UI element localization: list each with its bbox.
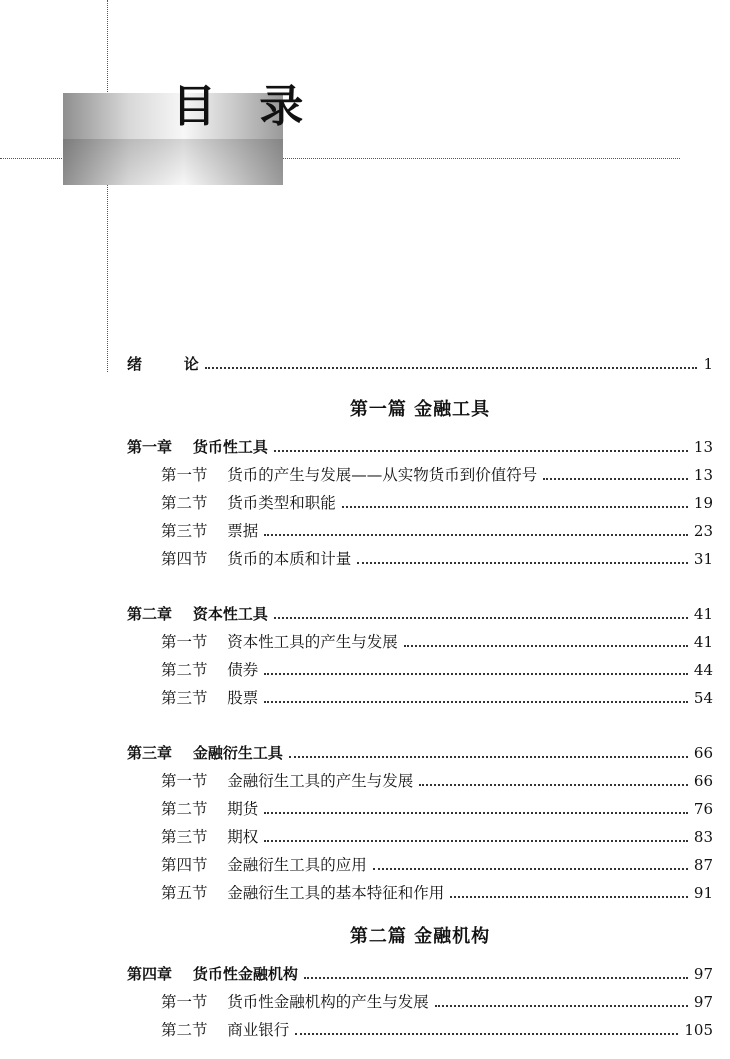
toc-entry-section[interactable]: [161, 854, 713, 876]
toc-entry-page: 97: [693, 965, 713, 983]
toc-entry-page: 19: [693, 494, 713, 512]
toc-entry-label: 第四节 金融衍生工具的应用: [161, 856, 367, 874]
dot-leader: [295, 1033, 678, 1035]
toc-entry-chapter[interactable]: [127, 963, 713, 985]
toc-entry-label: 第二节 期货: [161, 800, 259, 818]
toc-entry-page: 54: [693, 689, 713, 707]
dot-leader: [450, 896, 688, 898]
toc-entry-label: 第四章 货币性金融机构: [127, 965, 298, 983]
dot-leader: [342, 506, 688, 508]
toc-entry-page: 97: [693, 993, 713, 1011]
toc-entry-intro[interactable]: [127, 353, 713, 375]
dot-leader: [435, 1005, 688, 1007]
dot-leader: [543, 478, 688, 480]
vertical-guide-line: [107, 0, 108, 372]
dot-leader: [404, 645, 688, 647]
toc-entry-chapter[interactable]: [127, 603, 713, 625]
toc-entry-page: 23: [693, 522, 713, 540]
toc-entry-page: 1: [703, 355, 713, 373]
toc-entry-page: 66: [693, 772, 713, 790]
toc-entry-label: 第一节 资本性工具的产生与发展: [161, 633, 398, 651]
toc-entry-page: 87: [693, 856, 713, 874]
toc-entry-page: 41: [693, 605, 713, 623]
toc-entry-page: 83: [693, 828, 713, 846]
toc-entry-label: 第二节 商业银行: [161, 1021, 290, 1039]
toc-entry-label: 第三章 金融衍生工具: [127, 744, 283, 762]
dot-leader: [373, 868, 688, 870]
dot-leader: [274, 450, 688, 452]
toc-entry-section[interactable]: [161, 631, 713, 653]
toc-entry-page: 76: [693, 800, 713, 818]
toc-entry-section[interactable]: [161, 1019, 713, 1041]
toc-entry-section[interactable]: [161, 659, 713, 681]
dot-leader: [264, 534, 688, 536]
toc-entry-label: 第二章 资本性工具: [127, 605, 268, 623]
toc-entry-label: 第五节 金融衍生工具的基本特征和作用: [161, 884, 445, 902]
toc-entry-label: 第四节 货币的本质和计量: [161, 550, 352, 568]
toc-entry-page: 41: [693, 633, 713, 651]
dot-leader: [205, 367, 698, 369]
toc-entry-label: 第三节 期权: [161, 828, 259, 846]
toc-entry-page: 66: [693, 744, 713, 762]
toc-entry-section[interactable]: [161, 464, 713, 486]
toc-entry-label: 第三节 股票: [161, 689, 259, 707]
toc-entry-label: 绪 论: [127, 355, 199, 373]
part-heading: 第一篇 金融工具: [349, 399, 491, 420]
toc-entry-section[interactable]: [161, 492, 713, 514]
toc-entry-label: 第二节 债券: [161, 661, 259, 679]
toc-entry-section[interactable]: [161, 548, 713, 570]
toc-entry-page: 13: [693, 466, 713, 484]
dot-leader: [264, 840, 688, 842]
dot-leader: [264, 701, 688, 703]
toc-entry-label: 第一节 金融衍生工具的产生与发展: [161, 772, 414, 790]
toc-entry-page: 13: [693, 438, 713, 456]
toc-entry-section[interactable]: [161, 687, 713, 709]
toc-entry-chapter[interactable]: [127, 742, 713, 764]
toc-entry-chapter[interactable]: [127, 436, 713, 458]
toc-entry-section[interactable]: [161, 882, 713, 904]
dot-leader: [419, 784, 688, 786]
part-heading: 第二篇 金融机构: [349, 926, 491, 947]
dot-leader: [264, 673, 688, 675]
toc-entry-label: 第一章 货币性工具: [127, 438, 268, 456]
toc-entry-page: 105: [684, 1021, 713, 1039]
dot-leader: [304, 977, 688, 979]
toc-entry-page: 44: [693, 661, 713, 679]
dot-leader: [274, 617, 688, 619]
dot-leader: [264, 812, 688, 814]
toc-entry-label: 第三节 票据: [161, 522, 259, 540]
toc-entry-section[interactable]: [161, 826, 713, 848]
dot-leader: [289, 756, 688, 758]
toc-entry-page: 31: [693, 550, 713, 568]
toc-entry-page: 91: [693, 884, 713, 902]
toc-entry-section[interactable]: [161, 798, 713, 820]
dot-leader: [357, 562, 688, 564]
toc-entry-label: 第一节 货币性金融机构的产生与发展: [161, 993, 429, 1011]
toc-entry-label: 第二节 货币类型和职能: [161, 494, 336, 512]
toc-entry-section[interactable]: [161, 520, 713, 542]
toc-entry-label: 第一节 货币的产生与发展——从实物货币到价值符号: [161, 466, 538, 484]
toc-entry-section[interactable]: [161, 770, 713, 792]
toc-entry-section[interactable]: [161, 991, 713, 1013]
page-title: 目 录: [172, 81, 318, 132]
